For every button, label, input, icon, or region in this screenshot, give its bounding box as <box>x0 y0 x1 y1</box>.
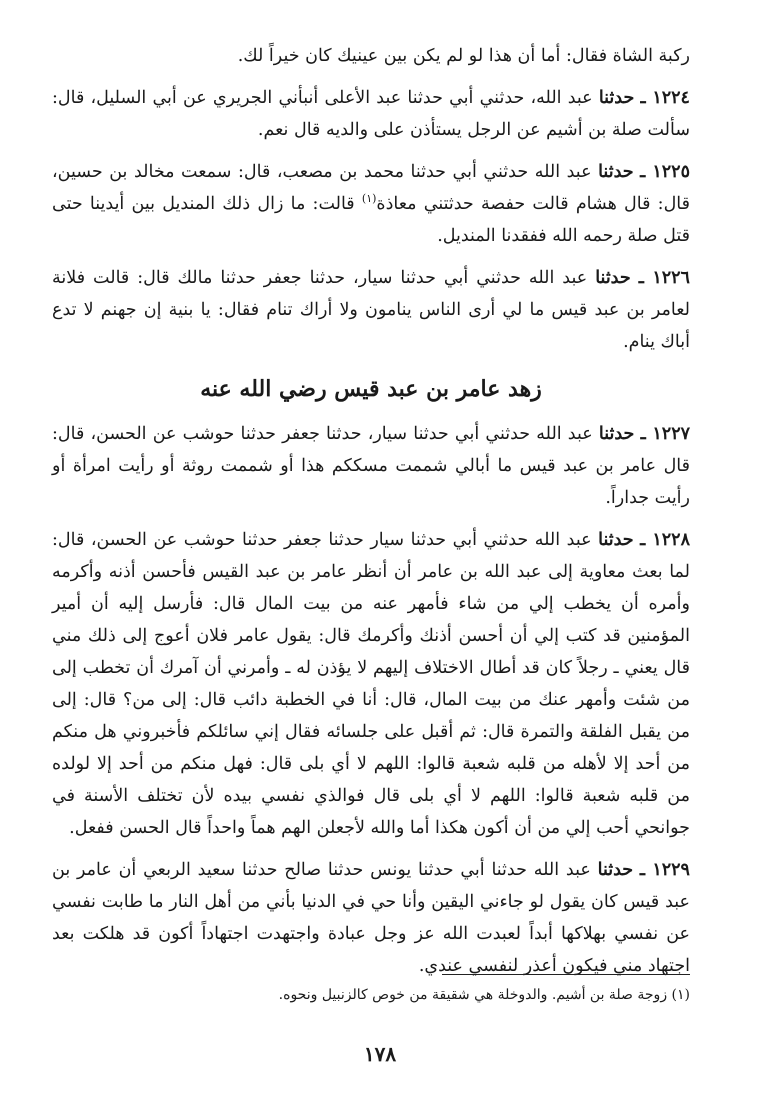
opening-text: ركبة الشاة فقال: أما أن هذا لو لم يكن بين عينيك كان خيراً لك. <box>237 46 690 66</box>
hadith-number: ١٢٢٦ ـ <box>638 268 690 288</box>
hadith-1228 <box>52 524 690 844</box>
hadith-text: عبد الله، حدثني أبي حدثنا عبد الأعلى أنبأني الجريري عن أبي السليل، قال: سألت صلة بن أشيم عن الرجل يستأذن على والديه قال نعم. <box>52 88 690 140</box>
hadith-number: ١٢٢٤ ـ <box>640 88 690 108</box>
hadith-keyword: حدثنا <box>598 88 635 108</box>
hadith-1224 <box>52 82 690 146</box>
hadith-text-cont: قالت: ما زال ذلك المنديل بين أيدينا حتى قتل صلة رحمه الله ففقدنا المنديل. <box>52 194 690 246</box>
hadith-text: عبد الله حدثني أبي حدثنا سيار حدثنا جعفر حدثنا حوشب عن الحسن، قال: لما بعث معاوية إلى عبد الله بن عامر أن أنظر عامر بن عبد القيس فأحسن أذنه وأكرمه وأمره أن يخطب إلي من شاء فأمهر عنه من بيت المال قال: فأرسل إليه أن أمير المؤمنين قد كتب إلي أن أحسن أذنك وأكرمك قال: يقول عامر فلان أعوج إلى ذلك مني قال يعني ـ رجلاً كان قد أطال الاختلاف إليهم لا يؤذن له ـ وأمرني أن آمرك أن تخطب إلى من شئت وأمهر عنك من بيت المال، قال: أنا في الخطبة دائب قال: إلى من؟ قال: إلى من يقبل الفلقة والتمرة قال: ثم أقبل على جلسائه فقال إني سائلكم فأخبروني هل منكم من أحد إلا لأهله من قلبه شعبة قالوا: اللهم لا أي بلى قال: فهل منكم من أحد إلا لولده من قلبه شعبة قالوا: اللهم لا أي بلى قال فوالذي نفسي بيده لأن تختلف الأسنة في جوانحي أحب إلي من أن أكون هكذا أما والله لأجعلن الهم هماً واحداً قال الحسن ففعل. <box>52 530 690 838</box>
hadith-keyword: حدثنا <box>597 860 634 880</box>
hadith-1229 <box>52 854 690 982</box>
hadith-1227 <box>52 418 690 514</box>
hadith-keyword: حدثنا <box>595 268 631 288</box>
page-number: ١٧٨ <box>363 1042 397 1066</box>
hadith-number: ١٢٢٨ ـ <box>640 530 690 550</box>
opening-paragraph <box>52 40 690 72</box>
hadith-keyword: حدثنا <box>598 424 635 444</box>
hadith-number: ١٢٢٥ ـ <box>640 162 690 182</box>
hadith-keyword: حدثنا <box>598 162 634 182</box>
footnote-divider <box>442 974 690 975</box>
footnote-marker: (١) <box>361 192 377 206</box>
hadith-text: عبد الله حدثني أبي حدثنا محمد بن مصعب، قال: سمعت مخالد بن حسين، قال: قال هشام قالت حفصة حدثتني معاذة <box>52 162 690 214</box>
section-heading: زهد عامر بن عبد قيس رضي الله عنه <box>200 376 542 402</box>
page-body <box>52 40 690 992</box>
hadith-text: عبد الله حدثني أبي حدثنا سيار، حدثنا جعفر حدثنا حوشب عن الحسن، قال: قال عامر بن عبد قيس ما أبالي شممت مسككم هذا أو شممت روثة أو رأيت امرأة أو رأيت جداراً. <box>52 424 690 508</box>
hadith-1225 <box>52 156 690 252</box>
hadith-text: عبد الله حدثنا أبي حدثنا يونس حدثنا صالح حدثنا سعيد الربعي أن عامر بن عبد قيس كان يقول لو جاءني اليقين وأنا حي في الدنيا بأني من أهل النار ما طابت نفسي عن نفسي بهلاكها أبداً لعبدت الله عز وجل عبادة واجتهدت اجتهاداً أكون قد هلكت بعد اجتهاد مني فيكون أعذر لنفسي عندي. <box>52 860 690 976</box>
hadith-text: عبد الله حدثني أبي حدثنا سيار، حدثنا جعفر حدثنا مالك قال: قالت فلانة لعامر بن عبد قيس ما لي أرى الناس ينامون ولا أراك تنام فقال: يا بنية إن جهنم لا تدع أباك ينام. <box>52 268 690 352</box>
footnote: (١) زوجة صلة بن أشيم. والدوخلة هي شقيقة من خوص كالزنبيل ونحوه. <box>278 987 690 1003</box>
hadith-number: ١٢٢٧ ـ <box>640 424 690 444</box>
hadith-keyword: حدثنا <box>598 530 634 550</box>
hadith-1226 <box>52 262 690 358</box>
hadith-number: ١٢٢٩ ـ <box>639 860 690 880</box>
